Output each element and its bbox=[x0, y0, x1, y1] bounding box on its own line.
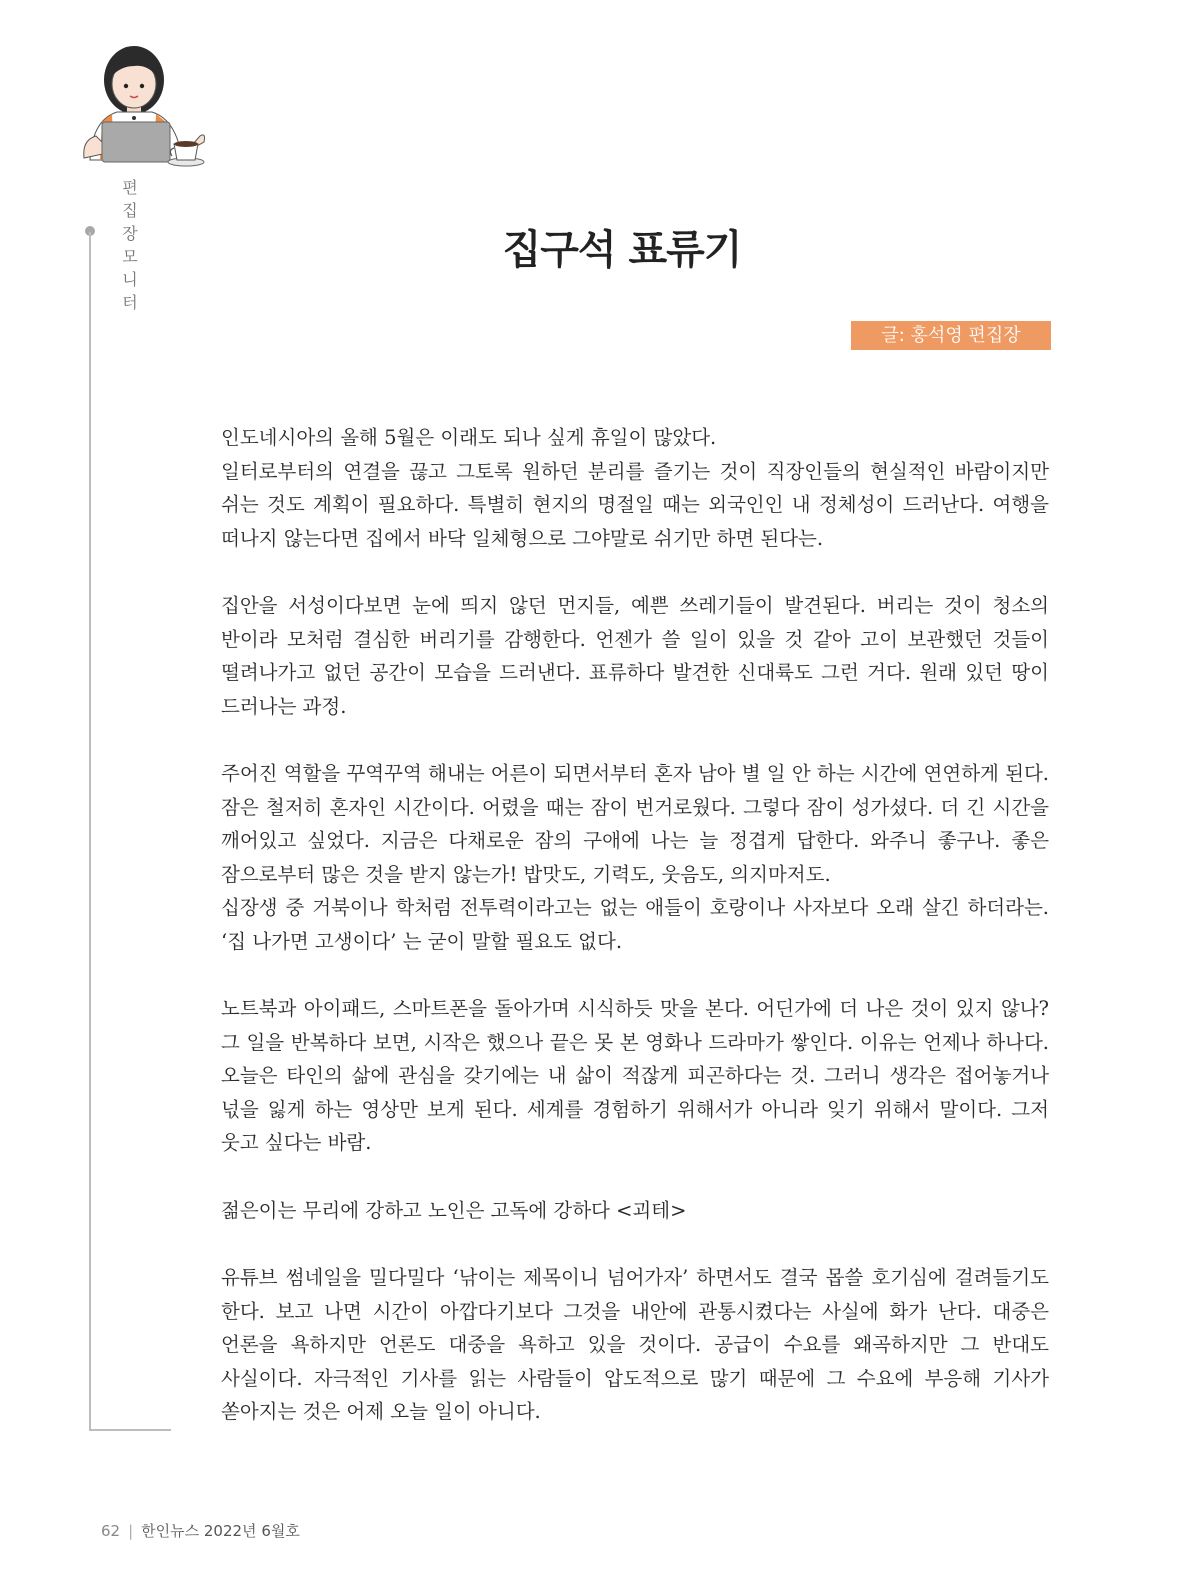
goethe-quote: 젊은이는 무리에 강하고 노인은 고독에 강하다 <괴테> bbox=[221, 1198, 687, 1222]
footer-separator: | bbox=[128, 1522, 134, 1540]
editor-illustration bbox=[82, 40, 212, 170]
horizontal-rule bbox=[89, 1429, 171, 1431]
article-paragraph: 인도네시아의 올해 5월은 이래도 되나 싶게 휴일이 많았다. 일터로부터의 연결을 끊고 그토록 원하던 분리를 즐기는 것이 직장인들의 현실적인 바람이지만 쉬는 것도 계획이 필요하다. 특별히 현지의 명절일 때는 외국인인 내 정체성이 드러난다. 여행을 떠나지 않는다면 집에서 바닥 일체형으로 그야말로 쉬기만 하면 된다는. bbox=[221, 426, 1049, 550]
page-footer bbox=[101, 1520, 300, 1541]
vertical-rule bbox=[89, 232, 91, 1431]
article-title: 집구석 표류기 bbox=[502, 227, 742, 273]
article-paragraph: 집안을 서성이다보면 눈에 띄지 않던 먼지들, 예쁜 쓰레기들이 발견된다. 버리는 것이 청소의 반이라 모처럼 결심한 버리기를 감행한다. 언젠가 쓸 일이 있을 것 같아 고이 보관했던 것들이 떨려나가고 없던 공간이 모습을 드러낸다. 표류하다 발견한 신대륙도 그런 거다. 원래 있던 땅이 드러나는 과정. bbox=[221, 594, 1049, 718]
author-badge: 글: 홍석영 편집장 bbox=[851, 321, 1051, 350]
page-number: 62 bbox=[101, 1522, 121, 1540]
article-paragraph: 노트북과 아이패드, 스마트폰을 돌아가며 시식하듯 맛을 본다. 어딘가에 더 나은 것이 있지 않나? 그 일을 반복하다 보면, 시작은 했으나 끝은 못 본 영화나 드라마가 쌓인다. 이유는 언제나 하나다. 오늘은 타인의 삶에 관심을 갖기에는 내 삶이 적잖게 피곤하다는 것. 그러니 생각은 접어놓거나 넋을 잃게 하는 영상만 보게 된다. 세계를 경험하기 위해서가 아니라 잊기 위해서 말이다. 그저 웃고 싶다는 바람. bbox=[221, 997, 1049, 1154]
article-paragraph: 주어진 역할을 꾸역꾸역 해내는 어른이 되면서부터 혼자 남아 별 일 안 하는 시간에 연연하게 된다. 잠은 철저히 혼자인 시간이다. 어렸을 때는 잠이 번거로웠다. 그렇다 잠이 성가셨다. 더 긴 시간을 깨어있고 싶었다. 지금은 다채로운 잠의 구애에 나는 늘 정겹게 답한다. 와주니 좋구나. 좋은 잠으로부터 많은 것을 받지 않는가! 밥맛도, 기력도, 웃음도, 의지마저도. 십장생 중 거북이나 학처럼 전투력이라고는 없는 애들이 호랑이나 사자보다 오래 살긴 하더라는. ‘집 나가면 고생이다’ 는 굳이 말할 필요도 없다. bbox=[221, 762, 1049, 953]
section-label: 편집장모니터 bbox=[122, 178, 138, 312]
article-body bbox=[221, 421, 1049, 1463]
article-paragraph: 유튜브 썸네일을 밀다밀다 ‘낚이는 제목이니 넘어가자’ 하면서도 결국 몹쓸 호기심에 걸려들기도 한다. 보고 나면 시간이 아깝다기보다 그것을 내안에 관통시켰다는 사실에 화가 난다. 대중은 언론을 욕하지만 언론도 대중을 욕하고 있을 것이다. 공급이 수요를 왜곡하지만 그 반대도 사실이다. 자극적인 기사를 읽는 사람들이 압도적으로 많기 때문에 그 수요에 부응해 기사가 쏟아지는 것은 어제 오늘 일이 아니다. bbox=[221, 1266, 1049, 1423]
publication-name: 한인뉴스 2022년 6월호 bbox=[141, 1522, 300, 1540]
